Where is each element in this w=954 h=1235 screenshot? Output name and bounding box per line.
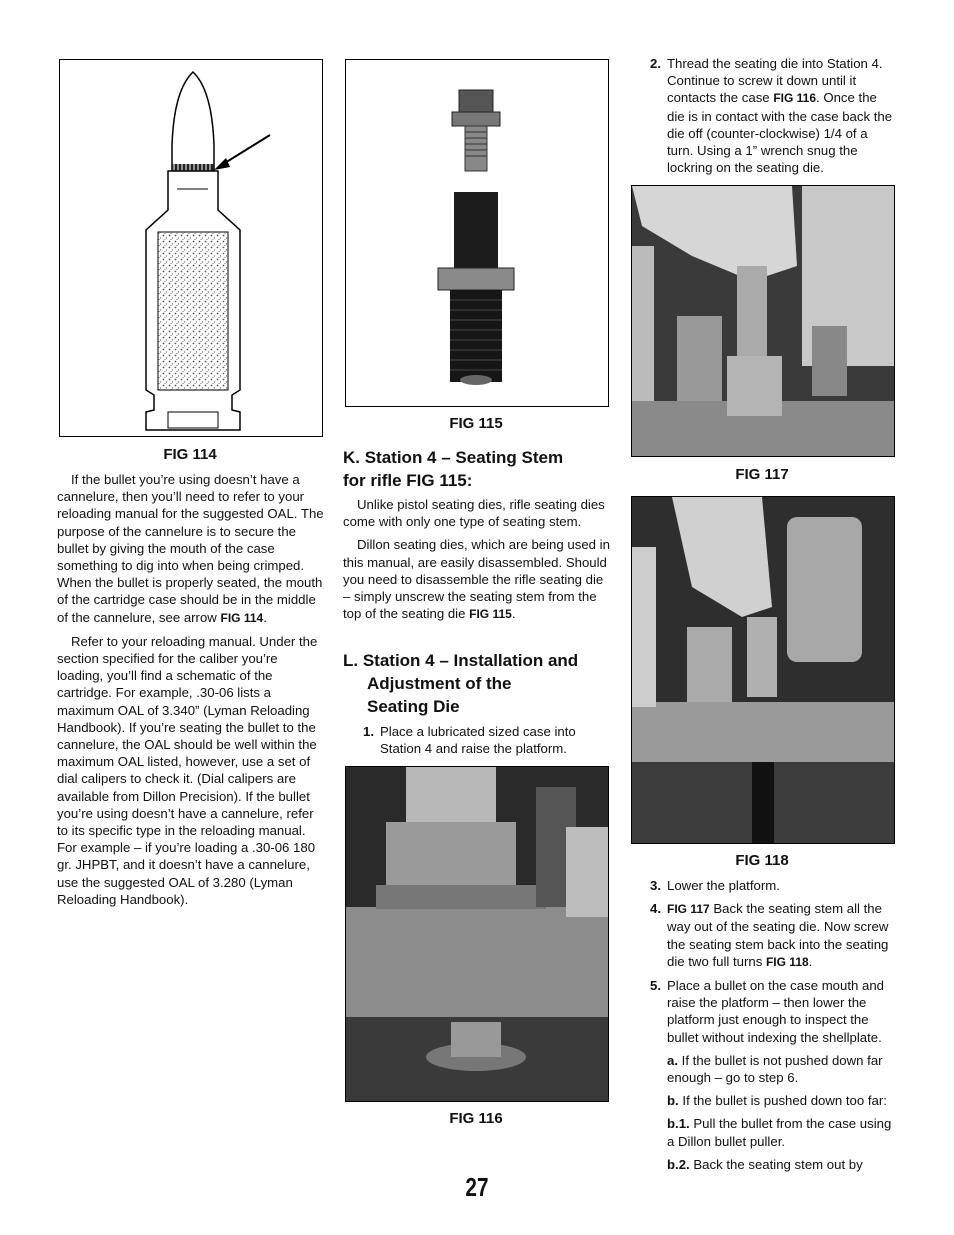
- step-2-number: 2.: [650, 56, 661, 71]
- section-k-heading-line-2: for rifle FIG 115:: [343, 471, 473, 490]
- cartridge-diagram: [60, 60, 322, 436]
- steps-3-5: [650, 877, 898, 1173]
- hand-seating-stem-image: [632, 186, 894, 456]
- section-k-paragraph-1: Unlike pistol seating dies, rifle seating dies come with only one type of seating stem.: [343, 497, 605, 530]
- fig114-illustration: [59, 59, 323, 437]
- fig117-caption: FIG 117: [735, 466, 789, 483]
- section-l-heading-line-2: Adjustment of the: [367, 674, 512, 693]
- step-5b1: b.1. Pull the bullet from the case using a Dillon bullet puller.: [667, 1116, 892, 1149]
- fig114-caption: FIG 114: [163, 446, 217, 463]
- section-l-step-1: [363, 723, 593, 757]
- fig114-paragraph-2: Refer to your reloading manual. Under the section specified for the caliber you’re loading, you’ll find a schematic of the cartridge. For example, .30-06 lists a maximum OAL of 3.340” (Lyman Reloading Handbook). If you’re seating the bullet to the cannelure, the OAL should be well within the maximum OAL listed, however, use a set of dial calipers to check it. (Dial calipers are available from Dillon Precision). If the bullet you’re using doesn’t have a cannelure, refer to its specific type in the reloading manual. For example – if you’re loading a .30-06 180 gr. JHPBT, and it doesn’t have a cannelure, use the suggested OAL of 3.280 (Lyman Reloading Handbook).: [57, 633, 318, 907]
- section-k-heading: [343, 446, 613, 492]
- fig115-photo: [345, 59, 609, 407]
- section-l-heading-line-1: L. Station 4 – Installation and: [343, 651, 579, 670]
- fig116-photo: [345, 766, 609, 1102]
- fig114-paragraph-1: If the bullet you’re using doesn’t have a cannelure, then you’ll need to refer to your reloading manual for the suggested OAL. The purpose of the cannelure is to secure the bullet by giving the mouth of the case something to dig into when being crimped. When the bullet is properly seated, the mouth of the cartridge case should be in the middle of the cannelure, see arrow FIG 114.: [57, 472, 324, 625]
- step-5b: b. If the bullet is pushed down too far:: [667, 1093, 887, 1109]
- step-5b2: b.2. Back the seating stem out by: [667, 1156, 863, 1172]
- step-2: 2. Thread the seating die into Station 4. Continue to screw it down until it contacts the case FIG 116. Once the die is in contact with the case back the die off (counter-clockwise) 1/4 of a turn. Using a 1” wrench snug the lockring on the seating die.: [650, 56, 893, 176]
- fig116-caption: FIG 116: [449, 1110, 503, 1127]
- fig118-caption: FIG 118: [735, 852, 789, 869]
- section-k-paragraph-2: Dillon seating dies, which are being used in this manual, are easily disassembled. Should you need to disassemble the rifle seating die – simply unscrew the seating stem from the top of the seating die FIG 115.: [343, 537, 610, 622]
- page-number: 27: [465, 1172, 489, 1202]
- fig115-caption: FIG 115: [449, 415, 503, 432]
- fig117-photo: [631, 185, 895, 457]
- step-5: 5. Place a bullet on the case mouth and raise the platform – then lower the platform just enough to inspect the bullet without indexing the shellplate.: [650, 978, 885, 1045]
- fig114-text: [57, 471, 325, 908]
- step-4: 4. FIG 117 Back the seating stem all the way out of the seating die. Now screw the seating stem back into the seating die two full turns FIG 118.: [650, 901, 889, 969]
- step-5a: a. If the bullet is not pushed down far enough – go to step 6.: [667, 1052, 883, 1086]
- press-seating-die-image: [346, 767, 608, 1101]
- section-l-heading: [343, 649, 613, 718]
- step-3: 3. Lower the platform.: [650, 878, 780, 893]
- fig118-photo: [631, 496, 895, 844]
- seating-stem-turns-image: [632, 497, 894, 843]
- seating-die-parts-image: [346, 60, 608, 406]
- section-k-heading-line-1: K. Station 4 – Seating Stem: [343, 448, 564, 467]
- step-1-text: Place a lubricated sized case into Station 4 and raise the platform.: [380, 724, 576, 757]
- step-1-number: 1.: [363, 724, 374, 739]
- section-l-heading-line-3: Seating Die: [367, 697, 460, 716]
- section-k-text: [343, 496, 611, 623]
